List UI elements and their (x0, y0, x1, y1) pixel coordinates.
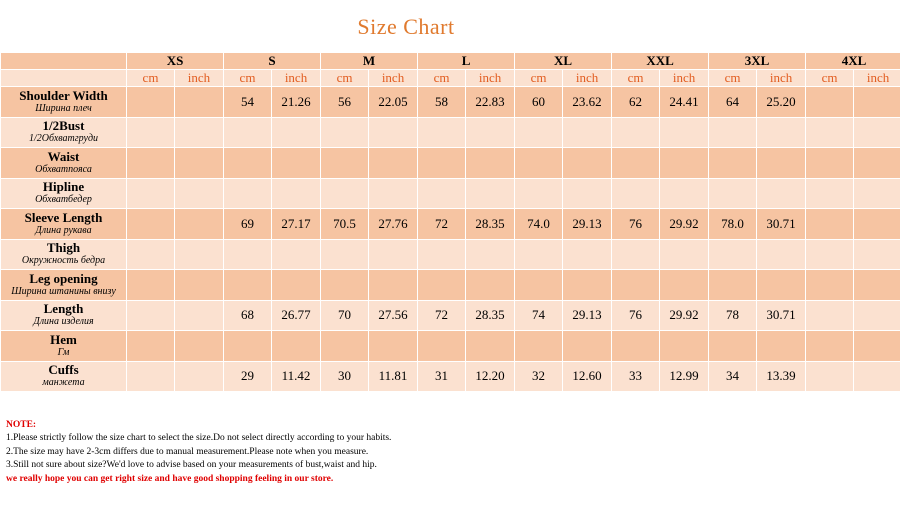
value-cm: 33 (612, 361, 660, 392)
value-inch (175, 239, 224, 270)
chart-title: Size Chart (357, 14, 455, 39)
measurement-row (1, 117, 900, 148)
value-cm: 68 (224, 300, 272, 331)
value-cm: 69 (224, 209, 272, 240)
measurement-label (1, 270, 127, 301)
value-inch: 29.92 (660, 209, 709, 240)
value-cm (806, 300, 854, 331)
value-inch (175, 300, 224, 331)
measurement-name: Thigh (46, 240, 81, 256)
value-inch: 27.17 (272, 209, 321, 240)
value-inch: 30.71 (757, 209, 806, 240)
value-inch (854, 117, 900, 148)
value-inch (854, 300, 900, 331)
value-cm (709, 239, 757, 270)
measurement-name-ru: манжета (42, 377, 85, 389)
value-cm (127, 270, 175, 301)
unit-cm: cm (612, 70, 660, 87)
value-cm (806, 239, 854, 270)
size-header-l: L (418, 53, 515, 70)
measurement-name: Leg opening (29, 270, 98, 286)
value-inch (660, 148, 709, 179)
value-inch (272, 239, 321, 270)
unit-cm: cm (709, 70, 757, 87)
value-cm: 32 (515, 361, 563, 392)
value-cm: 72 (418, 209, 466, 240)
measurement-name-ru: Обхватпояса (35, 163, 92, 175)
measurement-label (1, 87, 127, 118)
note-line-2: 2.The size may have 2-3cm differs due to manual measurement.Please note when you measure. (6, 446, 369, 457)
value-cm (515, 239, 563, 270)
value-cm (321, 117, 369, 148)
value-cm (612, 270, 660, 301)
measurement-row (1, 239, 900, 270)
value-cm (612, 178, 660, 209)
value-cm (127, 87, 175, 118)
size-header-xxl: XXL (612, 53, 709, 70)
unit-corner-cell (1, 70, 127, 87)
value-cm: 60 (515, 87, 563, 118)
value-cm (418, 148, 466, 179)
unit-inch: inch (563, 70, 612, 87)
corner-cell (1, 53, 127, 70)
unit-inch: inch (854, 70, 900, 87)
value-cm (612, 148, 660, 179)
value-inch: 28.35 (466, 209, 515, 240)
value-inch: 29.13 (563, 209, 612, 240)
value-cm (806, 117, 854, 148)
value-cm: 70 (321, 300, 369, 331)
measurement-name: Length (43, 301, 84, 317)
value-inch (175, 87, 224, 118)
value-cm (806, 178, 854, 209)
value-inch (563, 148, 612, 179)
value-cm (515, 148, 563, 179)
note-heading: NOTE: (6, 420, 37, 430)
value-cm (127, 148, 175, 179)
value-inch: 12.99 (660, 361, 709, 392)
value-cm: 56 (321, 87, 369, 118)
value-inch: 26.77 (272, 300, 321, 331)
value-inch (369, 331, 418, 362)
unit-cm: cm (806, 70, 854, 87)
measurement-name-ru: 1/2Обхватгруди (29, 133, 98, 145)
value-cm (515, 331, 563, 362)
unit-cm: cm (515, 70, 563, 87)
value-inch: 30.71 (757, 300, 806, 331)
value-inch (660, 239, 709, 270)
value-cm (612, 239, 660, 270)
note-closing: we really hope you can get right size and have good shopping feeling in our store. (6, 473, 334, 484)
value-cm: 74 (515, 300, 563, 331)
value-cm (127, 239, 175, 270)
value-inch: 22.05 (369, 87, 418, 118)
value-cm (806, 148, 854, 179)
value-cm: 30 (321, 361, 369, 392)
measurement-rows (1, 87, 900, 392)
value-inch (466, 117, 515, 148)
value-inch: 27.56 (369, 300, 418, 331)
measurement-row (1, 361, 900, 392)
value-cm (127, 331, 175, 362)
value-cm (612, 117, 660, 148)
measurement-name-ru: Окружность бедра (21, 255, 106, 267)
value-cm (709, 148, 757, 179)
measurement-name: Hipline (42, 179, 85, 195)
value-inch (466, 178, 515, 209)
value-cm (806, 209, 854, 240)
unit-inch: inch (660, 70, 709, 87)
value-inch: 23.62 (563, 87, 612, 118)
value-inch (757, 239, 806, 270)
value-cm (806, 361, 854, 392)
value-cm: 62 (612, 87, 660, 118)
value-cm: 76 (612, 209, 660, 240)
value-cm: 76 (612, 300, 660, 331)
value-cm (612, 331, 660, 362)
value-inch (854, 270, 900, 301)
value-cm (806, 87, 854, 118)
value-inch: 11.42 (272, 361, 321, 392)
value-inch: 13.39 (757, 361, 806, 392)
value-inch (563, 239, 612, 270)
value-cm (127, 209, 175, 240)
value-inch (854, 148, 900, 179)
value-inch (757, 178, 806, 209)
measurement-label (1, 331, 127, 362)
value-cm (709, 270, 757, 301)
value-inch (175, 178, 224, 209)
value-inch (369, 239, 418, 270)
measurement-label (1, 209, 127, 240)
measurement-name: Sleeve Length (24, 209, 103, 225)
value-inch: 12.20 (466, 361, 515, 392)
size-header-m: M (321, 53, 418, 70)
value-cm: 34 (709, 361, 757, 392)
size-header-s: S (224, 53, 321, 70)
value-inch (466, 270, 515, 301)
size-header-row (1, 53, 900, 70)
unit-header-row (1, 70, 900, 87)
unit-cm: cm (418, 70, 466, 87)
size-header-xs: XS (127, 53, 224, 70)
value-inch (854, 178, 900, 209)
unit-cm: cm (224, 70, 272, 87)
value-inch (563, 270, 612, 301)
measurement-row (1, 300, 900, 331)
unit-inch: inch (466, 70, 515, 87)
measurement-row (1, 148, 900, 179)
measurement-label (1, 361, 127, 392)
value-cm: 64 (709, 87, 757, 118)
value-inch (272, 178, 321, 209)
measurement-name-ru: Обхватбедер (35, 194, 92, 206)
notes-section (6, 419, 886, 486)
value-inch (175, 361, 224, 392)
value-cm (127, 117, 175, 148)
value-inch (175, 209, 224, 240)
value-inch (272, 117, 321, 148)
measurement-row (1, 270, 900, 301)
unit-inch: inch (272, 70, 321, 87)
value-cm: 74.0 (515, 209, 563, 240)
measurement-label (1, 117, 127, 148)
value-inch (854, 239, 900, 270)
value-cm (224, 239, 272, 270)
value-cm (321, 331, 369, 362)
unit-cm: cm (321, 70, 369, 87)
value-inch (272, 270, 321, 301)
value-inch (175, 148, 224, 179)
value-cm (321, 270, 369, 301)
value-cm (224, 148, 272, 179)
value-cm (806, 270, 854, 301)
value-inch (757, 331, 806, 362)
value-inch: 29.13 (563, 300, 612, 331)
value-cm (515, 178, 563, 209)
value-cm (321, 178, 369, 209)
value-cm (418, 270, 466, 301)
value-inch (757, 270, 806, 301)
measurement-name-ru: Гм (57, 346, 70, 358)
value-inch (175, 331, 224, 362)
value-inch (757, 117, 806, 148)
measurement-label (1, 178, 127, 209)
measurement-row (1, 178, 900, 209)
value-cm (418, 117, 466, 148)
value-cm (224, 117, 272, 148)
measurement-name: Hem (50, 331, 77, 347)
value-cm (127, 300, 175, 331)
value-inch (854, 331, 900, 362)
size-chart-table (0, 52, 900, 392)
measurement-name-ru: Длина рукава (35, 224, 92, 236)
value-inch: 29.92 (660, 300, 709, 331)
value-cm (709, 178, 757, 209)
value-cm: 29 (224, 361, 272, 392)
measurement-row (1, 87, 900, 118)
measurement-name-ru: Длина изделия (33, 316, 94, 328)
value-inch: 25.20 (757, 87, 806, 118)
value-inch: 12.60 (563, 361, 612, 392)
value-inch (466, 331, 515, 362)
value-inch (660, 270, 709, 301)
value-cm (321, 239, 369, 270)
size-header-3xl: 3XL (709, 53, 806, 70)
value-cm (515, 117, 563, 148)
value-inch (563, 331, 612, 362)
value-cm (127, 361, 175, 392)
value-cm (224, 178, 272, 209)
value-inch (272, 148, 321, 179)
value-inch (660, 331, 709, 362)
value-cm: 54 (224, 87, 272, 118)
value-inch: 22.83 (466, 87, 515, 118)
value-inch (369, 270, 418, 301)
unit-inch: inch (369, 70, 418, 87)
value-cm (418, 178, 466, 209)
value-cm (321, 148, 369, 179)
value-inch (466, 239, 515, 270)
value-inch (369, 117, 418, 148)
value-inch (660, 117, 709, 148)
measurement-name: 1/2Bust (42, 118, 85, 134)
value-cm: 78 (709, 300, 757, 331)
value-inch (369, 148, 418, 179)
unit-cm: cm (127, 70, 175, 87)
value-inch: 21.26 (272, 87, 321, 118)
value-inch (854, 361, 900, 392)
value-inch (854, 87, 900, 118)
unit-inch: inch (757, 70, 806, 87)
value-cm (418, 239, 466, 270)
value-cm (709, 117, 757, 148)
size-header-4xl: 4XL (806, 53, 900, 70)
value-inch (757, 148, 806, 179)
value-inch: 24.41 (660, 87, 709, 118)
value-inch (466, 148, 515, 179)
measurement-row (1, 331, 900, 362)
measurement-name: Shoulder Width (19, 87, 108, 103)
value-inch (175, 117, 224, 148)
value-cm: 58 (418, 87, 466, 118)
measurement-label (1, 239, 127, 270)
value-inch: 11.81 (369, 361, 418, 392)
value-inch (563, 117, 612, 148)
note-line-3: 3.Still not sure about size?We'd love to advise based on your measurements of bust,waist and hip. (6, 460, 377, 471)
value-cm (418, 331, 466, 362)
measurement-label (1, 148, 127, 179)
size-header-xl: XL (515, 53, 612, 70)
value-cm (127, 178, 175, 209)
value-inch (563, 178, 612, 209)
value-inch (660, 178, 709, 209)
value-cm: 70.5 (321, 209, 369, 240)
measurement-name: Cuffs (48, 362, 79, 378)
measurement-name-ru: Ширина плеч (35, 102, 92, 114)
value-inch: 28.35 (466, 300, 515, 331)
measurement-label (1, 300, 127, 331)
value-cm: 31 (418, 361, 466, 392)
measurement-name: Waist (47, 148, 80, 164)
measurement-row (1, 209, 900, 240)
value-inch (272, 331, 321, 362)
measurement-name-ru: Ширина штанины внизу (11, 285, 116, 297)
value-cm: 72 (418, 300, 466, 331)
value-cm (806, 331, 854, 362)
unit-inch: inch (175, 70, 224, 87)
value-cm (709, 331, 757, 362)
value-cm (515, 270, 563, 301)
note-line-1: 1.Please strictly follow the size chart to select the size.Do not select directly according to your habits. (6, 433, 392, 444)
value-cm (224, 270, 272, 301)
value-inch (854, 209, 900, 240)
value-inch: 27.76 (369, 209, 418, 240)
value-inch (175, 270, 224, 301)
value-cm: 78.0 (709, 209, 757, 240)
value-cm (224, 331, 272, 362)
value-inch (369, 178, 418, 209)
